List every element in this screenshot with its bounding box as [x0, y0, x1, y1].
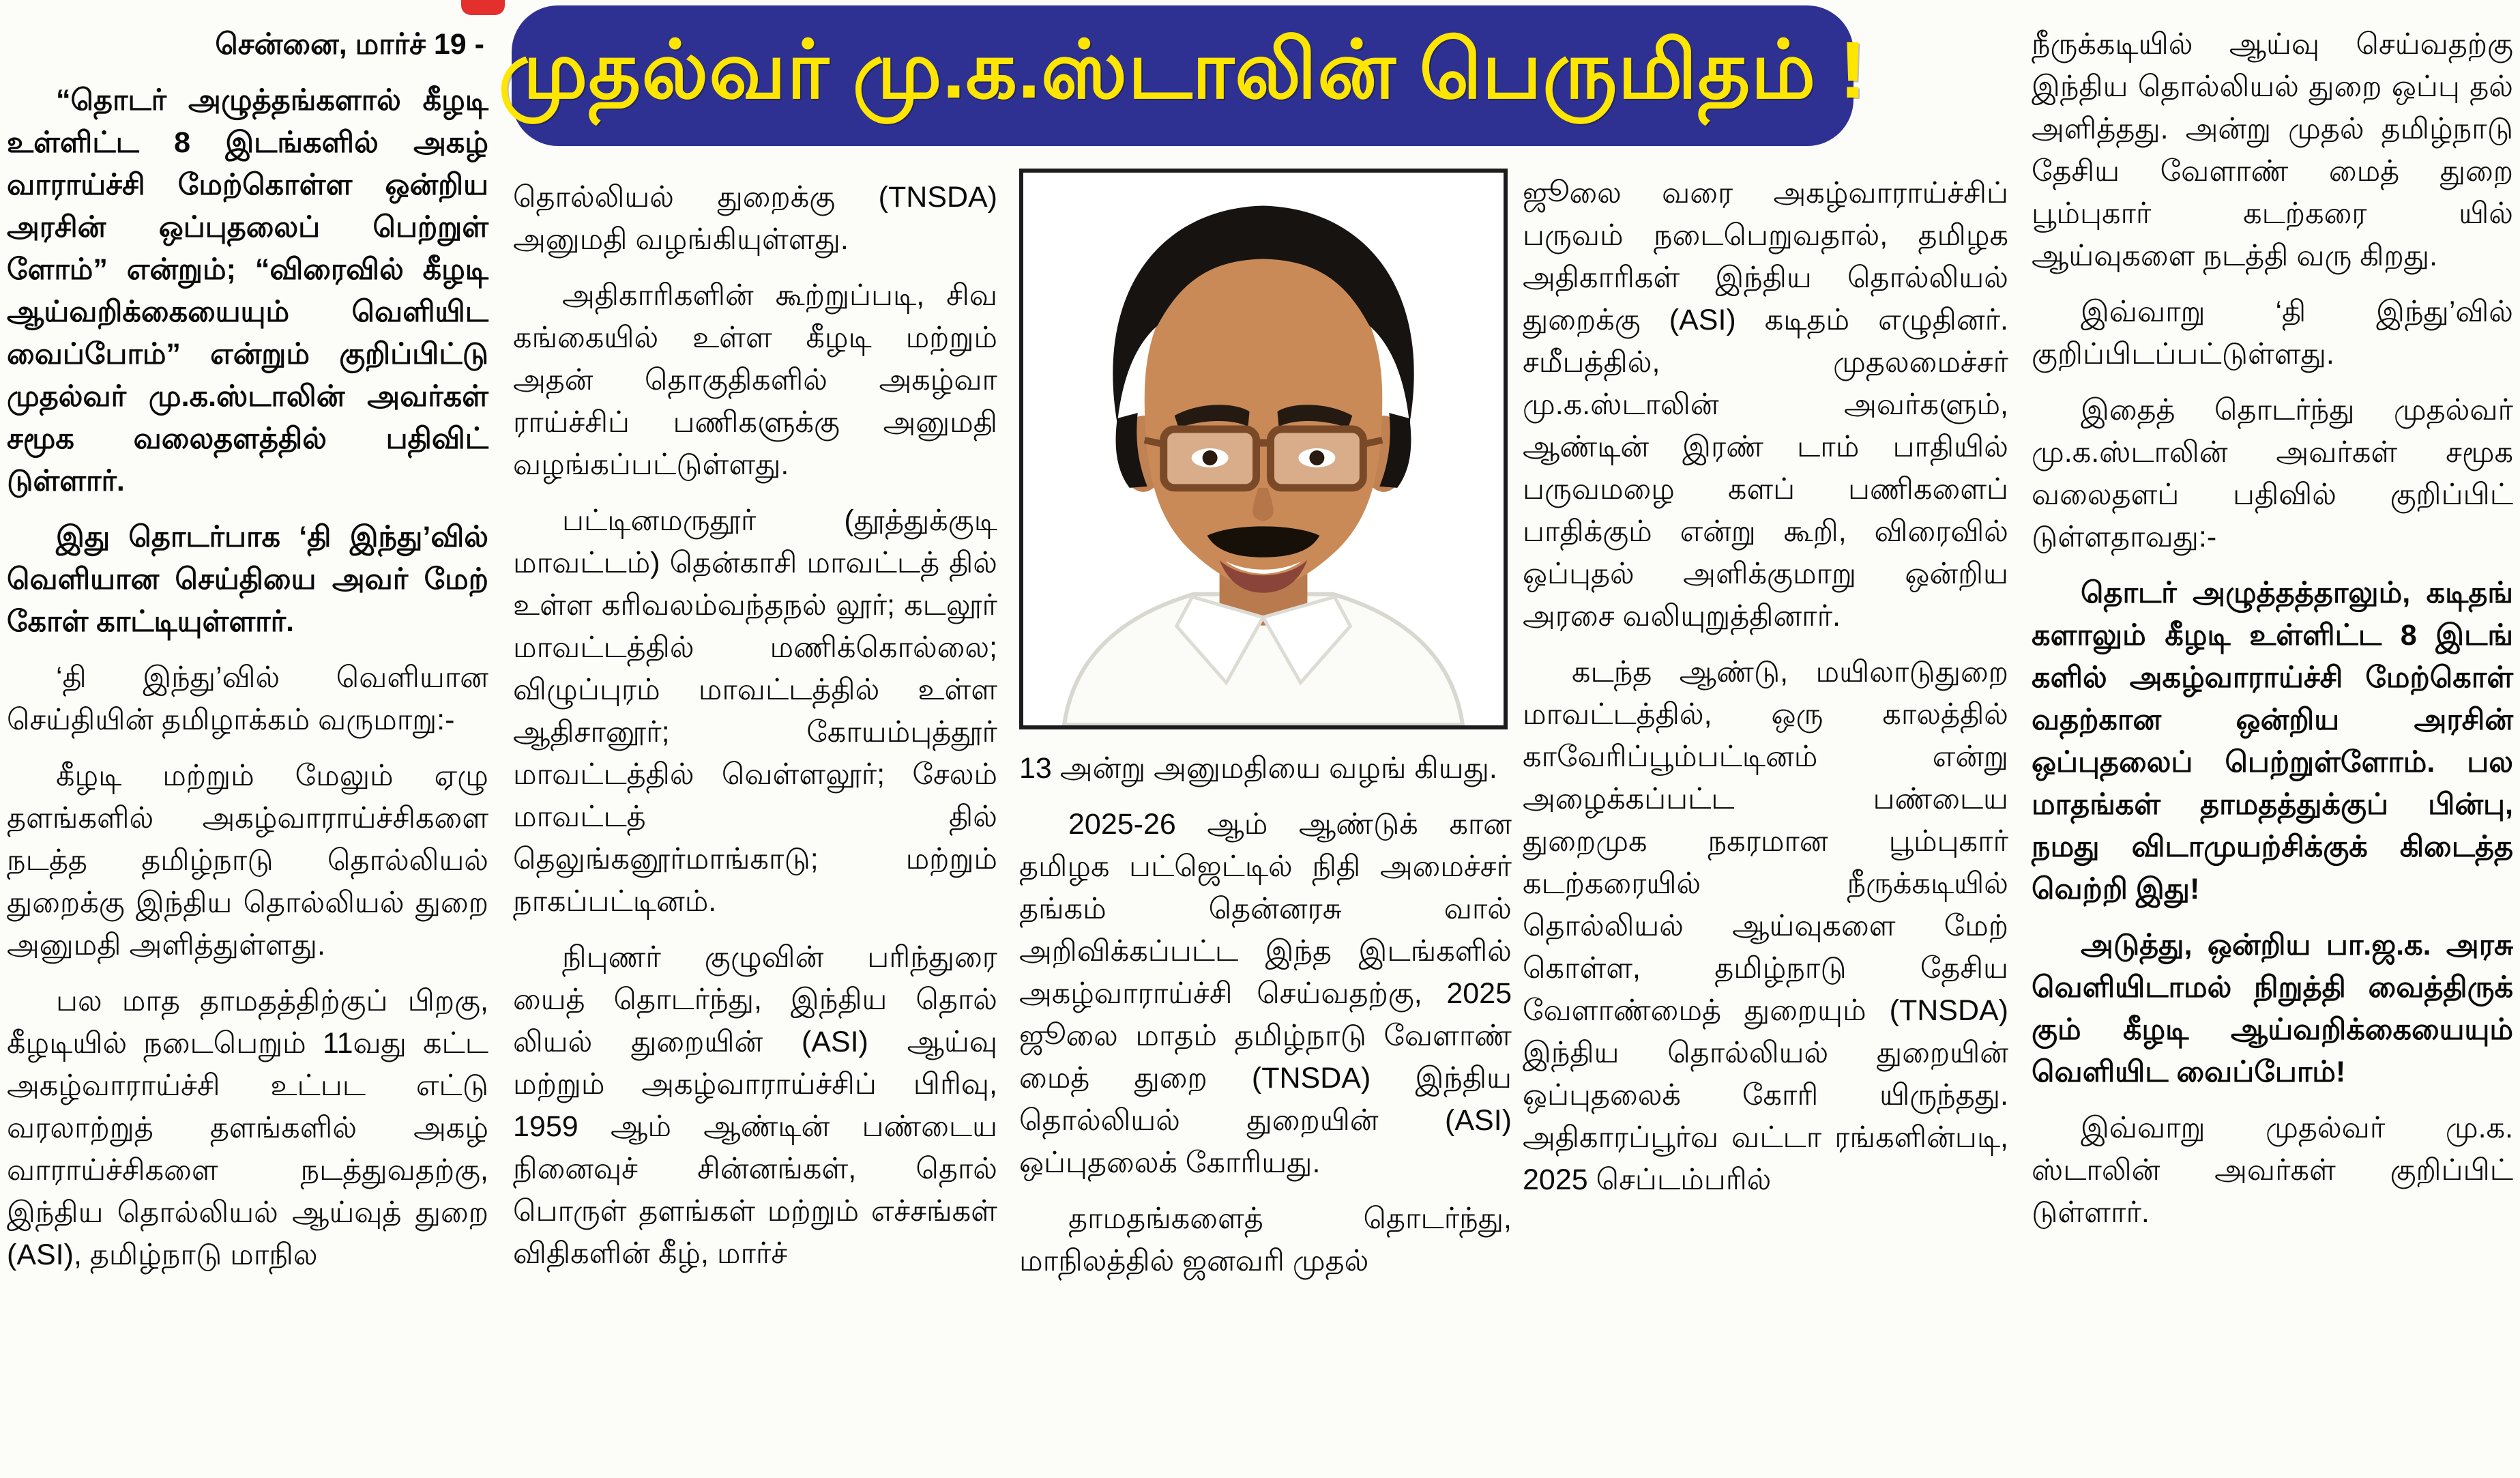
paragraph: தொடர் அழுத்தத்தாலும், கடிதங் களாலும் கீழடி உள்ளிட்ட 8 இடங் களில் அகழ்வாராய்ச்சி மேற்கொள் வதற்கான ஒன்றிய அரசின் ஒப்புதலைப் பெற்றுள்ளோம். பல மாதங்கள் தாமதத்துக்குப் பின்பு, நமது விடாமுயற்சிக்குக் கிடைத்த வெற்றி இது! — [2032, 577, 2513, 905]
paragraph: தொல்லியல் துறைக்கு (TNSDA) அனுமதி வழங்கியுள்ளது. — [513, 181, 997, 256]
paragraph: 13 அன்று அனுமதியை வழங் கியது. — [1019, 752, 1497, 785]
headline-text: முதல்வர் மு.க.ஸ்டாலின் பெருமிதம் ! — [498, 25, 1867, 115]
paragraph: “தொடர் அழுத்தங்களால் கீழடி உள்ளிட்ட 8 இடங்களில் அகழ் வாராய்ச்சி மேற்கொள்ள ஒன்றிய அரசின் ஒப்புதலைப் பெற்றுள் ளோம்” என்றும்; “விரைவில் கீழடி ஆய்வறிக்கையையும் வெளியிட வைப்போம்” என்றும் குறிப்பிட்டு முதல்வர் மு.க.ஸ்டாலின் அவர்கள் சமூக வலைதளத்தில் பதிவிட் டுள்ளார். — [7, 84, 488, 497]
paragraph: இதைத் தொடர்ந்து முதல்வர் மு.க.ஸ்டாலின் அவர்கள் சமூக வலைதளப் பதிவில் குறிப்பிட் டுள்ளதாவது:- — [2032, 394, 2513, 553]
article-column-4 — [1523, 172, 2008, 1215]
article-column-3 — [1019, 169, 1512, 1296]
article-column-2 — [513, 176, 997, 1288]
stalin-portrait-illustration — [1023, 173, 1504, 725]
dateline: சென்னை, மார்ச் 19 - — [215, 28, 484, 61]
paragraph: இவ்வாறு ‘தி இந்து’வில் குறிப்பிடப்பட்டுள்ளது. — [2032, 295, 2513, 371]
paragraph: பல மாத தாமதத்திற்குப் பிறகு, கீழடியில் நடைபெறும் 11வது கட்ட அகழ்வாராய்ச்சி உட்பட எட்டு வரலாற்றுத் தளங்களில் அகழ் வாராய்ச்சிகளை நடத்துவதற்கு, இந்திய தொல்லியல் ஆய்வுத் துறை (ASI), தமிழ்நாடு மாநில — [7, 985, 488, 1271]
paragraph: ஜூலை வரை அகழ்வாராய்ச்சிப் பருவம் நடைபெறுவதால், தமிழக அதிகாரிகள் இந்திய தொல்லியல் துறைக்கு (ASI) கடிதம் எழுதினர். சமீபத்தில், முதலமைச்சர் மு.க.ஸ்டாலின் அவர்களும், ஆண்டின் இரண் டாம் பாதியில் பருவமழை களப் பணிகளைப் பாதிக்கும் என்று கூறி, விரைவில் ஒப்புதல் அளிக்குமாறு ஒன்றிய அரசை வலியுறுத்தினார். — [1523, 177, 2008, 633]
paragraph: கடந்த ஆண்டு, மயிலாடுதுறை மாவட்டத்தில், ஒரு காலத்தில் காவேரிப்பூம்பட்டினம் என்று அழைக்கப்பட்ட பண்டைய துறைமுக நகரமான பூம்புகார் கடற்கரையில் நீருக்கடியில் தொல்லியல் ஆய்வுகளை மேற் கொள்ள, தமிழ்நாடு தேசிய வேளாண்மைத் துறையும் (TNSDA) இந்திய தொல்லியல் துறையின் ஒப்புதலைக் கோரி யிருந்தது. அதிகாரப்பூர்வ வட்டா ரங்களின்படி, 2025 செப்டம்பரில் — [1523, 656, 2008, 1196]
headline-banner — [498, 5, 1867, 146]
red-mark-decoration — [461, 0, 505, 15]
paragraph: 2025-26 ஆம் ஆண்டுக் கான தமிழக பட்ஜெட்டில் நிதி அமைச்சர் தங்கம் தென்னரசு வால் அறிவிக்கப்பட்ட இந்த இடங்களில் அகழ்வாராய்ச்சி செய்வதற்கு, 2025 ஜூலை மாதம் தமிழ்நாடு வேளாண் மைத் துறை (TNSDA) இந்திய தொல்லியல் துறையின் (ASI) ஒப்புதலைக் கோரியது. — [1019, 808, 1512, 1179]
paragraph: நீருக்கடியில் ஆய்வு செய்வதற்கு இந்திய தொல்லியல் துறை ஒப்பு தல் அளித்தது. அன்று முதல் தமிழ்நாடு தேசிய வேளாண் மைத் துறை பூம்புகார் கடற்கரை யில் ஆய்வுகளை நடத்தி வரு கிறது. — [2032, 28, 2513, 272]
article-column-1 — [7, 23, 488, 1290]
paragraph: ‘தி இந்து’வில் வெளியான செய்தியின் தமிழாக்கம் வருமாறு:- — [7, 661, 488, 736]
paragraph: அடுத்து, ஒன்றிய பா.ஜ.க. அரசு வெளியிடாமல் நிறுத்தி வைத்திருக் கும் கீழடி ஆய்வறிக்கையையும் வெளியிட வைப்போம்! — [2032, 929, 2513, 1088]
paragraph: நிபுணர் குழுவின் பரிந்துரை யைத் தொடர்ந்து, இந்திய தொல் லியல் துறையின் (ASI) ஆய்வு மற்றும் அகழ்வாராய்ச்சிப் பிரிவு, 1959 ஆம் ஆண்டின் பண்டைய நினைவுச் சின்னங்கள், தொல் பொருள் தளங்கள் மற்றும் எச்சங்கள் விதிகளின் கீழ், மார்ச் — [513, 941, 997, 1270]
paragraph: இவ்வாறு முதல்வர் மு.க. ஸ்டாலின் அவர்கள் குறிப்பிட் டுள்ளார். — [2032, 1112, 2513, 1229]
article-column-5 — [2032, 23, 2513, 1247]
paragraph: கீழடி மற்றும் மேலும் ஏழு தளங்களில் அகழ்வாராய்ச்சிகளை நடத்த தமிழ்நாடு தொல்லியல் துறைக்கு இந்திய தொல்லியல் துறை அனுமதி அளித்துள்ளது. — [7, 759, 488, 961]
paragraph: தாமதங்களைத் தொடர்ந்து, மாநிலத்தில் ஜனவரி முதல் — [1019, 1202, 1512, 1277]
paragraph: அதிகாரிகளின் கூற்றுப்படி, சிவ கங்கையில் உள்ள கீழடி மற்றும் அதன் தொகுதிகளில் அகழ்வா ராய்ச்சிப் பணிகளுக்கு அனுமதி வழங்கப்பட்டுள்ளது. — [513, 279, 997, 481]
paragraph: பட்டினமருதூர் (தூத்துக்குடி மாவட்டம்) தென்காசி மாவட்டத் தில் உள்ள கரிவலம்வந்தநல் லூர்; கடலூர் மாவட்டத்தில் மணிக்கொல்லை; விழுப்புரம் மாவட்டத்தில் உள்ள ஆதிசானூர்; கோயம்புத்தூர் மாவட்டத்தில் வெள்ளலூர்; சேலம் மாவட்டத் தில் தெலுங்கனூர்மாங்காடு; மற்றும் நாகப்பட்டினம். — [513, 504, 997, 918]
paragraph: இது தொடர்பாக ‘தி இந்து’வில் வெளியான செய்தியை அவர் மேற் கோள் காட்டியுள்ளார். — [7, 521, 488, 638]
stalin-photo — [1019, 169, 1508, 729]
